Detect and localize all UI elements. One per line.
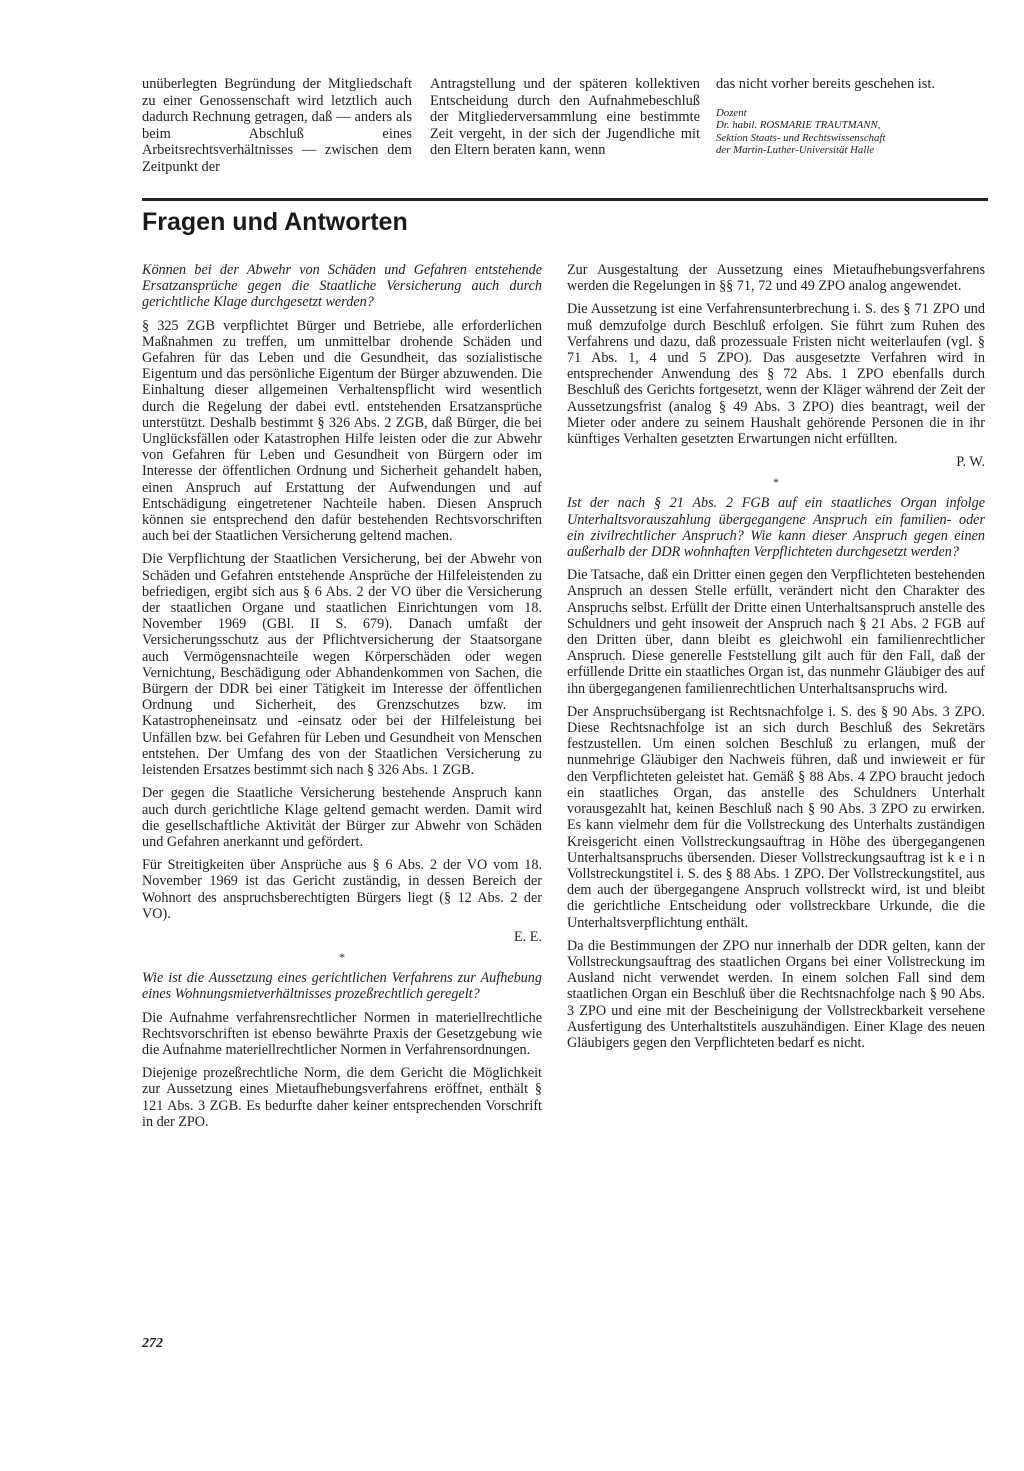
answer-2-paragraph-4: Die Aussetzung ist eine Verfahrensunterbrechung i. S. des § 71 ZPO und muß demzufolge durch Beschluß erfolgen. Sie führt zum Ruhen des Verfahrens und dazu, daß prozessuale Fristen nicht weiterlaufen (vgl. § 71 Abs. 1, 4 und 5 ZPO). Das ausgesetzte Verfahren wird in entsprechender Anwendung des § 72 Abs. 1 ZPO ebenfalls durch Beschluß des Gerichts fortgesetzt, wenn der Kläger während der Zeit der Aussetzungsfrist (analog § 49 Abs. 3 ZPO) dies beantragt, weil der Mieter oder andere zu seinem Haushalt gehörende Personen die in ihr künftiges Verhalten gesetzten Erwartungen nicht erfüllten.: [567, 301, 985, 448]
section-title: Fragen und Antworten: [142, 208, 408, 236]
separator-star-1: *: [339, 950, 345, 965]
author-name: Dr. habil. ROSMARIE TRAUTMANN,: [716, 119, 881, 132]
top-column-3-text: das nicht vorher bereits geschehen ist.: [716, 76, 935, 92]
top-column-2-text: Antragstellung und der späteren kollektiven Entscheidung durch den Aufnahmebeschluß der Mitgliederversammlung eine bestimmte Zeit vergeht, in der sich der Jugendliche mit den Eltern beraten kann, wenn: [430, 76, 700, 159]
question-2: Wie ist die Aussetzung eines gerichtlichen Verfahrens zur Aufhebung eines Wohnungsmietverhältnisses prozeßrechtlich geregelt?: [142, 970, 542, 1003]
answer-3-paragraph-3: Da die Bestimmungen der ZPO nur innerhalb der DDR gelten, kann der Vollstreckungsauftrag des staatlichen Organs bei einer Vollstreckung im Ausland nicht verwendet werden. In einem solchen Fall sind dem staatlichen Organ ein Beschluß über die Rechtsnachfolge nach § 90 Abs. 3 ZPO und eine mit der Bescheinigung der Vollstreckbarkeit versehene Ausfertigung des Unterhaltstitels auszuhändigen. Einer Klage des neuen Gläubigers gegen den Verpflichteten bedarf es nicht.: [567, 937, 985, 1051]
separator-star-2: *: [773, 475, 779, 490]
question-1: Können bei der Abwehr von Schäden und Gefahren entstehende Ersatzansprüche gegen die Staatliche Versicherung auch durch gerichtliche Klage durchgesetzt werden?: [142, 262, 542, 311]
answer-2-paragraph-3: Zur Ausgestaltung der Aussetzung eines Mietaufhebungsverfahrens werden die Regelungen in §§ 71, 72 und 49 ZPO analog angewendet.: [567, 262, 985, 295]
author-role: Dozent: [716, 106, 747, 119]
left-column: [142, 262, 542, 1130]
author-block: [716, 107, 988, 157]
answer-2-paragraph-2: Diejenige prozeßrechtliche Norm, die dem Gericht die Möglichkeit zur Aussetzung eines Mietaufhebungsverfahrens eröffnet, enthält § 121 Abs. 3 ZGB. Es bedurfte daher keiner entsprechenden Vorschrift in der ZPO.: [142, 1065, 542, 1130]
answer-1-paragraph-3: Der gegen die Staatliche Versicherung bestehende Anspruch kann auch durch gerichtliche Klage geltend gemacht werden. Damit wird die gesellschaftliche Aktivität der Bürger zur Abwehr von Schäden und Gefahren anerkannt und gefördert.: [142, 785, 542, 850]
author-affiliation-1: Sektion Staats- und Rechtswissenschaft: [716, 131, 886, 144]
question-3: Ist der nach § 21 Abs. 2 FGB auf ein staatliches Organ infolge Unterhaltsvorauszahlung übergegangene Anspruch ein familien- oder ein zivilrechtlicher Anspruch? Wie kann dieser Anspruch gegen einen außerhalb der DDR wohnhaften Verpflichteten durchgesetzt werden?: [567, 495, 985, 561]
answer-1-signature: E. E.: [514, 928, 542, 945]
answer-1-paragraph-4: Für Streitigkeiten über Ansprüche aus § 6 Abs. 2 der VO vom 18. November 1969 ist das Gericht zuständig, in dessen Bereich der Wohnort des anspruchsberechtigten Bürgers liegt (§ 12 Abs. 2 der VO).: [142, 857, 542, 922]
answer-1-paragraph-1: § 325 ZGB verpflichtet Bürger und Betriebe, alle erforderlichen Maßnahmen zu treffen, um unmittelbar drohende Schäden und Gefahren für das Leben und die Gesundheit, das sozialistische Eigentum und das persönliche Eigentum der Bürger abzuwenden. Die Einhaltung dieser allgemeinen Verhaltenspflicht wird wesentlich durch die Regelung der dabei evtl. entstehenden Ersatzansprüche unterstützt. Deshalb bestimmt § 326 Abs. 2 ZGB, daß Bürger, die bei Unglücksfällen oder Katastrophen Hilfe leisten oder die zur Abwehr von Gefahren für Leben und Gesundheit von Bürgern oder im Interesse der öffentlichen Ordnung und Sicherheit gehandelt haben, einen Anspruch auf Erstattung der Aufwendungen und auf Entschädigung eingetretener Nachteile haben. Diesen Anspruch können sie entsprechend den dafür bestehenden Rechtsvorschriften auch bei der Staatlichen Versicherung geltend machen.: [142, 317, 542, 545]
section-divider: [142, 198, 988, 201]
top-column-2: [430, 76, 700, 159]
answer-3-paragraph-1: Die Tatsache, daß ein Dritter einen gegen den Verpflichteten bestehenden Anspruch an dessen Stelle erfüllt, verändert nicht den Charakter des Anspruchs selbst. Erfüllt der Dritte einen Unterhaltsanspruch anstelle des Schuldners und geht insoweit der Anspruch nach § 21 Abs. 2 FGB auf den Dritten über, dann bleibt es gleichwohl ein familienrechtlicher Anspruch. Diese generelle Feststellung gilt auch für den Fall, daß der erfüllende Dritte ein staatliches Organ ist, das nunmehr Gläubiger des auf ihn übergegangenen familienrechtlichen Unterhaltsanspruchs wird.: [567, 567, 985, 697]
right-column: [567, 262, 985, 1051]
answer-2-signature: P. W.: [956, 454, 985, 471]
top-column-1-text: unüberlegten Begründung der Mitgliedschaft zu einer Genossenschaft wird letztlich auch dadurch Rechnung getragen, daß — anders als beim Abschluß eines Arbeitsrechtsverhältnisses — zwischen dem Zeitpunkt der: [142, 76, 412, 175]
top-column-1: [142, 76, 412, 176]
answer-3-paragraph-2: Der Anspruchsübergang ist Rechtsnachfolge i. S. des § 90 Abs. 3 ZPO. Diese Rechtsnachfolge ist an sich durch Beschluß des Sekretärs festzustellen. Um einen solchen Beschluß zu erlangen, muß der nunmehrige Gläubiger den Nachweis führen, daß und inwieweit er für den Verpflichteten geleistet hat. Gemäß § 88 Abs. 4 ZPO braucht jedoch ein staatliches Organ, das anstelle des Schuldners Unterhalt vorausgezahlt hat, keinen Beschluß nach § 90 Abs. 3 ZPO zu erwirken. Es kann vielmehr dem für die Vollstreckung des Unterhalts zuständigen Kreisgericht einen Vollstreckungsauftrag in Höhe des übergegangenen Unterhaltsanspruchs übersenden. Dieser Vollstreckungsauftrag ist k e i n Vollstreckungstitel i. S. des § 88 Abs. 1 ZPO. Der Vollstreckungstitel, aus dem auch der übergegangene Anspruch vollstreckt wird, ist und bleibt die gerichtliche Entscheidung oder vollstreckbare Urkunde, die die Unterhaltsverpflichtung enthält.: [567, 703, 985, 931]
top-column-3: [716, 76, 988, 157]
answer-1-paragraph-2: Die Verpflichtung der Staatlichen Versicherung, bei der Abwehr von Schäden und Gefahren entstehende Ansprüche der Hilfeleistenden zu befriedigen, ergibt sich aus § 6 Abs. 2 der VO über die Versicherung der staatlichen Organe und staatlichen Einrichtungen vom 18. November 1969 (GBl. II S. 679). Danach umfaßt der Versicherungsschutz aus der Pflichtversicherung der Staatsorgane auch Vermögensnachteile wegen Körperschäden oder wegen Vernichtung, Beschädigung oder Abhandenkommen von Sachen, die Bürgern der DDR bei einer Tätigkeit im Interesse der öffentlichen Ordnung und Sicherheit, des Grenzschutzes bzw. im Katastropheneinsatz und -einsatz oder bei der Hilfeleistung bei Unfällen bzw. bei Gefahren für Leben und Gesundheit von Menschen entstehen. Der Umfang des von der Staatlichen Versicherung zu leistenden Ersatzes bestimmt sich nach § 326 Abs. 1 ZGB.: [142, 551, 542, 779]
answer-2-paragraph-1: Die Aufnahme verfahrensrechtlicher Normen in materiellrechtliche Rechtsvorschriften ist ebenso bewährte Praxis der Gesetzgebung wie die Aufnahme materiellrechtlicher Normen in Verfahrensordnungen.: [142, 1009, 542, 1058]
author-affiliation-2: der Martin-Luther-Universität Halle: [716, 144, 875, 157]
page-number: 272: [142, 1336, 163, 1351]
